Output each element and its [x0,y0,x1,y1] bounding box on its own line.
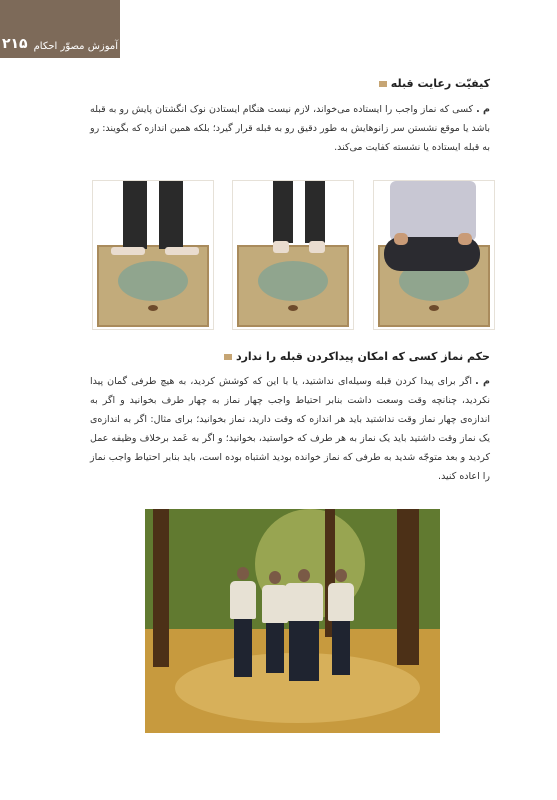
worshipper-figure [285,569,323,681]
paragraph-marker: م . [475,376,490,387]
worshipper-figure [230,567,256,677]
section-paragraph-unknown-qibla [90,372,490,486]
page-number: ۲۱۵ [1,36,28,52]
prayer-rug [97,245,209,327]
section-paragraph-qibla [90,100,490,157]
section-heading-qibla: کیفیّت رعایت قبله [200,77,490,90]
page-header-tab [0,0,120,58]
book-title: آموزش مصوّر احکام [33,41,119,52]
kneeling-photo-right [373,180,495,330]
paragraph-text: اگر برای پیدا کردن قبله وسیله‌ای نداشتید، یا با این که کوشش کردید، به هیچ طرفی گمان پیدا نکردید، چنانچه وقت وسعت داشت بنابر احتیاط واجب چهار نماز به چهار طرف بخوانید و اگر به اندازه‌ی چهار نماز وقت نداشتید باید هر اندازه که وقت دارید، نماز بخوانید؛ برای مثال: اگر به اندازه‌ی یک نماز وقت داشتید باید یک نماز به هر طرف که خواستید، بخوانید؛ و اگر به عَمد برخلاف وظیفه عمل کردید و بعد متوجّه شدید به طرفی که نماز خوانده بودید اشتباه بوده است، باید بنابر احتیاط واجب نماز را اعاده کنید. [90,376,490,482]
prayer-rug [237,245,349,327]
forest-four-directions-photo [145,509,440,733]
standing-feet-photo-center [232,180,354,330]
worshipper-figure [328,569,354,675]
standing-feet-photo-left [92,180,214,330]
paragraph-marker: م . [476,104,490,115]
section-heading-unknown-qibla: حکم نماز کسی که امکان پیداکردن قبله را ندارد [120,350,490,363]
paragraph-text: کسی که نماز واجب را ایستاده می‌خواند، لازم نیست هنگام ایستادن نوک انگشتان پایش رو به قبله باشد یا موقع نشستن سر زانوهایش به طور دقیق رو به قبله قرار گیرد؛ بلکه همین اندازه که بگویند: رو به قبله ایستاده یا نشسته کفایت می‌کند. [90,104,490,153]
